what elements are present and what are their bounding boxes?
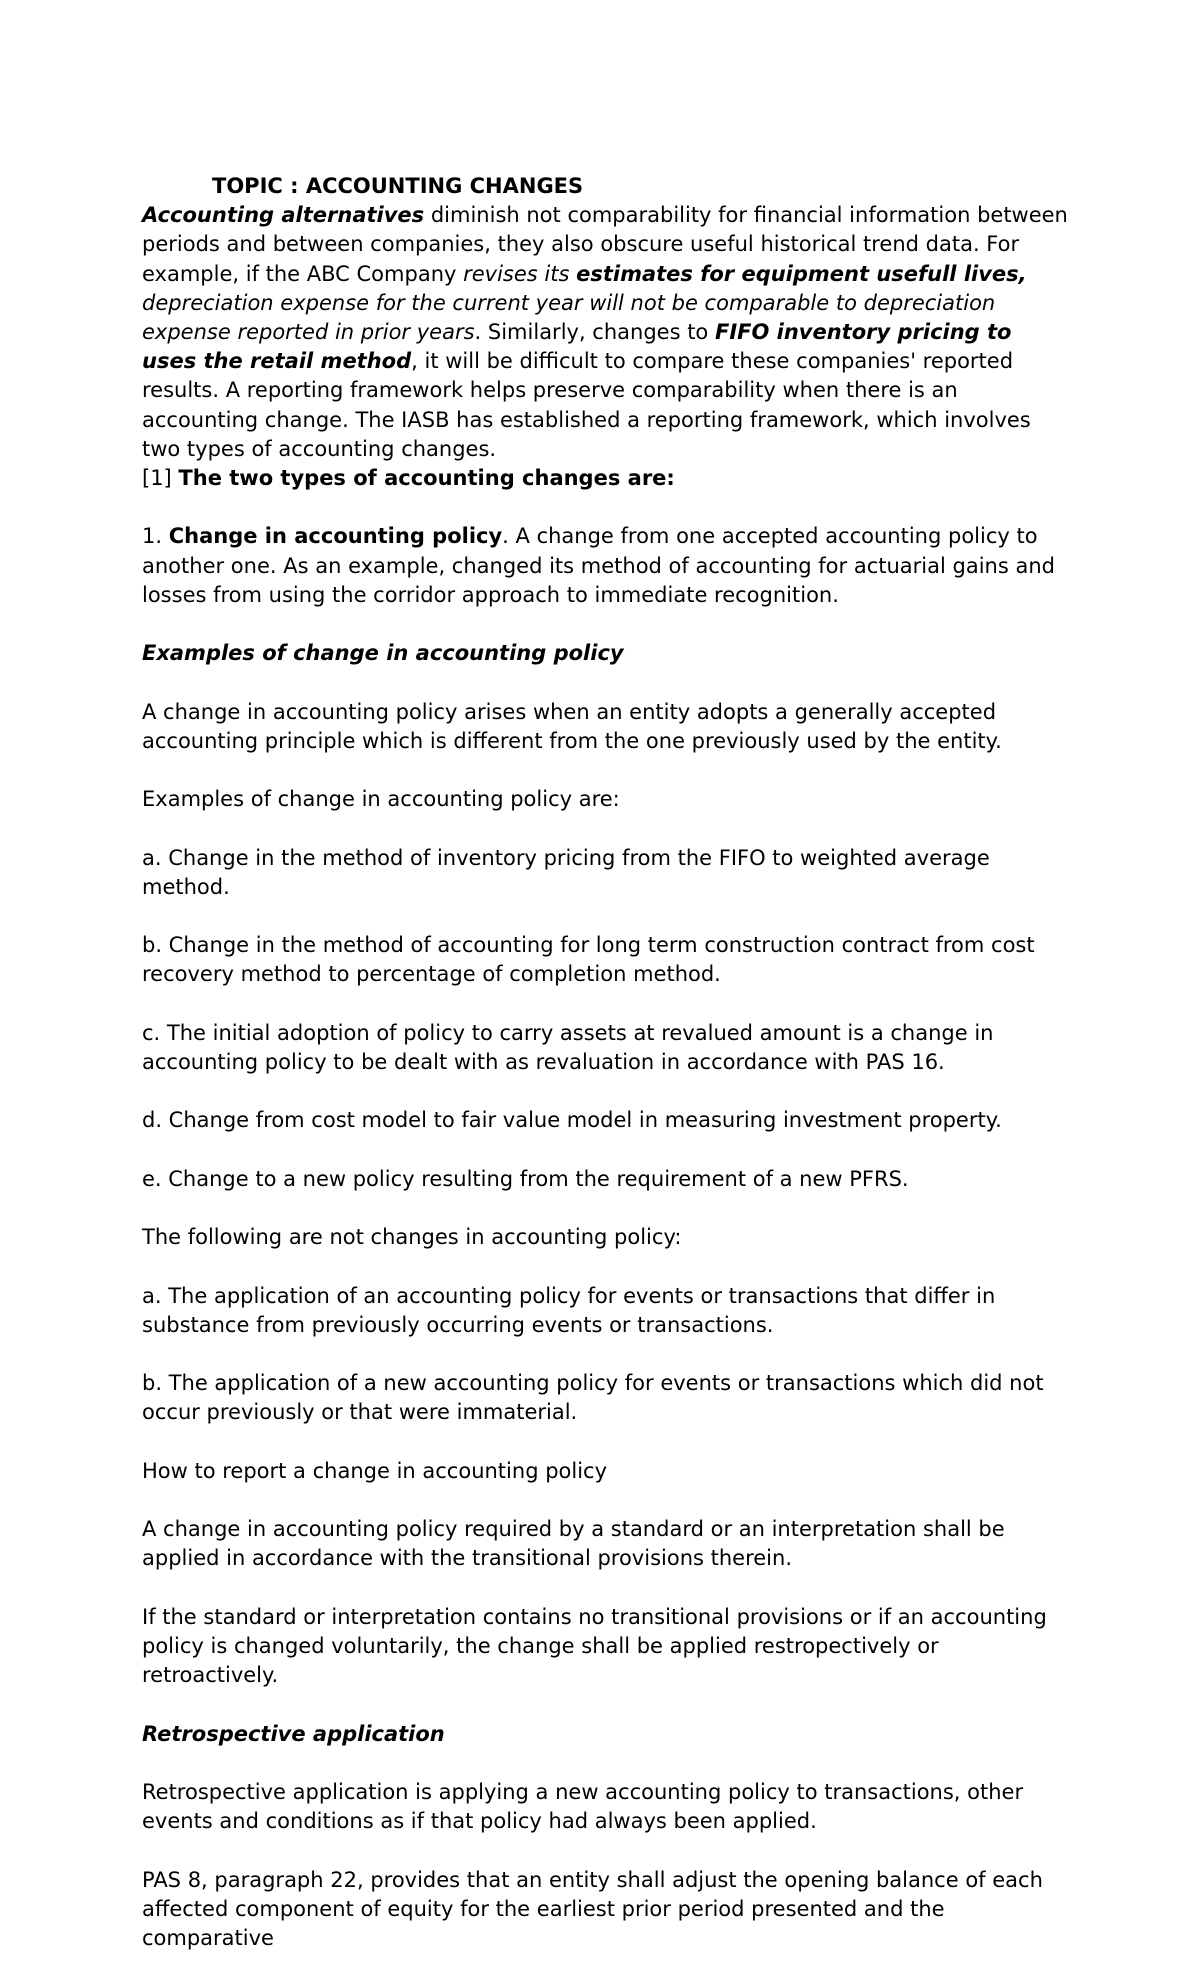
intro-revises: revises its: [463, 261, 577, 286]
example-item-e: e. Change to a new policy resulting from the requirement of a new PFRS.: [142, 1166, 909, 1191]
document-page: [142, 172, 1072, 1953]
not-change-item-a: a. The application of an accounting policy for events or transactions that differ in substance from previously occurring events or transactions.: [142, 1283, 996, 1337]
example-item-c: c. The initial adoption of policy to carry assets at revalued amount is a change in accounting policy to be dealt with as revaluation in accordance with PAS 16.: [142, 1020, 994, 1074]
example-item-b: b. Change in the method of accounting for long term construction contract from cost recovery method to percentage of completion method.: [142, 933, 1035, 987]
topic-heading: TOPIC : ACCOUNTING CHANGES: [212, 174, 584, 198]
footnote-ref: [1]: [142, 466, 179, 491]
types-heading-line: [142, 464, 1072, 493]
intro-text-1: diminish not comparability for financial information between periods and between companies, they also obscure useful historical trend data. For example, if the ABC Company: [142, 203, 1068, 286]
type1-title: Change in accounting policy: [168, 524, 503, 549]
intro-depreciation: depreciation expense for the current year will not be comparable to depreciation expense reported in prior years: [142, 290, 996, 345]
retrospective-paragraph-2: PAS 8, paragraph 22, provides that an entity shall adjust the opening balance of each affected component of equity for the earliest prior period presented and the comparative: [142, 1867, 1043, 1950]
not-changes-intro: The following are not changes in accounting policy:: [142, 1225, 682, 1250]
examples-heading: Examples of change in accounting policy: [142, 641, 624, 666]
type1-number: 1.: [142, 524, 169, 549]
example-item-a: a. Change in the method of inventory pricing from the FIFO to weighted average method.: [142, 845, 990, 899]
not-change-item-b: b. The application of a new accounting policy for events or transactions which did not occur previously or that were immaterial.: [142, 1371, 1044, 1425]
definition-paragraph: A change in accounting policy arises when an entity adopts a generally accepted accounting principle which is different from the one previously used by the entity.: [142, 699, 1002, 753]
retrospective-paragraph-1: Retrospective application is applying a new accounting policy to transactions, other events and conditions as if that policy had always been applied.: [142, 1779, 1024, 1834]
intro-accounting-alternatives: Accounting alternatives: [142, 203, 425, 228]
retrospective-heading: Retrospective application: [142, 1721, 445, 1746]
intro-estimates: estimates for equipment usefull lives,: [576, 261, 1027, 286]
intro-paragraph: [142, 201, 1072, 464]
type1-text: . A change from one accepted accounting policy to another one. As an example, changed its method of accounting for actuarial gains and losses from using the corridor approach to immediate recognition.: [142, 524, 1055, 607]
type1-paragraph: [142, 522, 1072, 610]
examples-intro: Examples of change in accounting policy are:: [142, 787, 620, 812]
intro-text-2: . Similarly, changes to: [474, 320, 715, 345]
types-heading: The two types of accounting changes are:: [178, 466, 675, 491]
intro-fifo: FIFO inventory pricing to uses the retail method: [142, 320, 1012, 374]
report-paragraph-1: A change in accounting policy required by a standard or an interpretation shall be applied in accordance with the transitional provisions therein.: [142, 1517, 1005, 1571]
example-item-d: d. Change from cost model to fair value model in measuring investment property.: [142, 1108, 1002, 1133]
intro-text-3: , it will be difficult to compare these companies' reported results. A reporting framework helps preserve comparability when there is an accounting change. The IASB has established a reporting framework, which involves two types of accounting changes.: [142, 349, 1031, 461]
report-paragraph-2: If the standard or interpretation contains no transitional provisions or if an accounting policy is changed voluntarily, the change shall be applied restropectively or retroactively.: [142, 1604, 1047, 1688]
how-to-report-heading: How to report a change in accounting policy: [142, 1458, 608, 1483]
